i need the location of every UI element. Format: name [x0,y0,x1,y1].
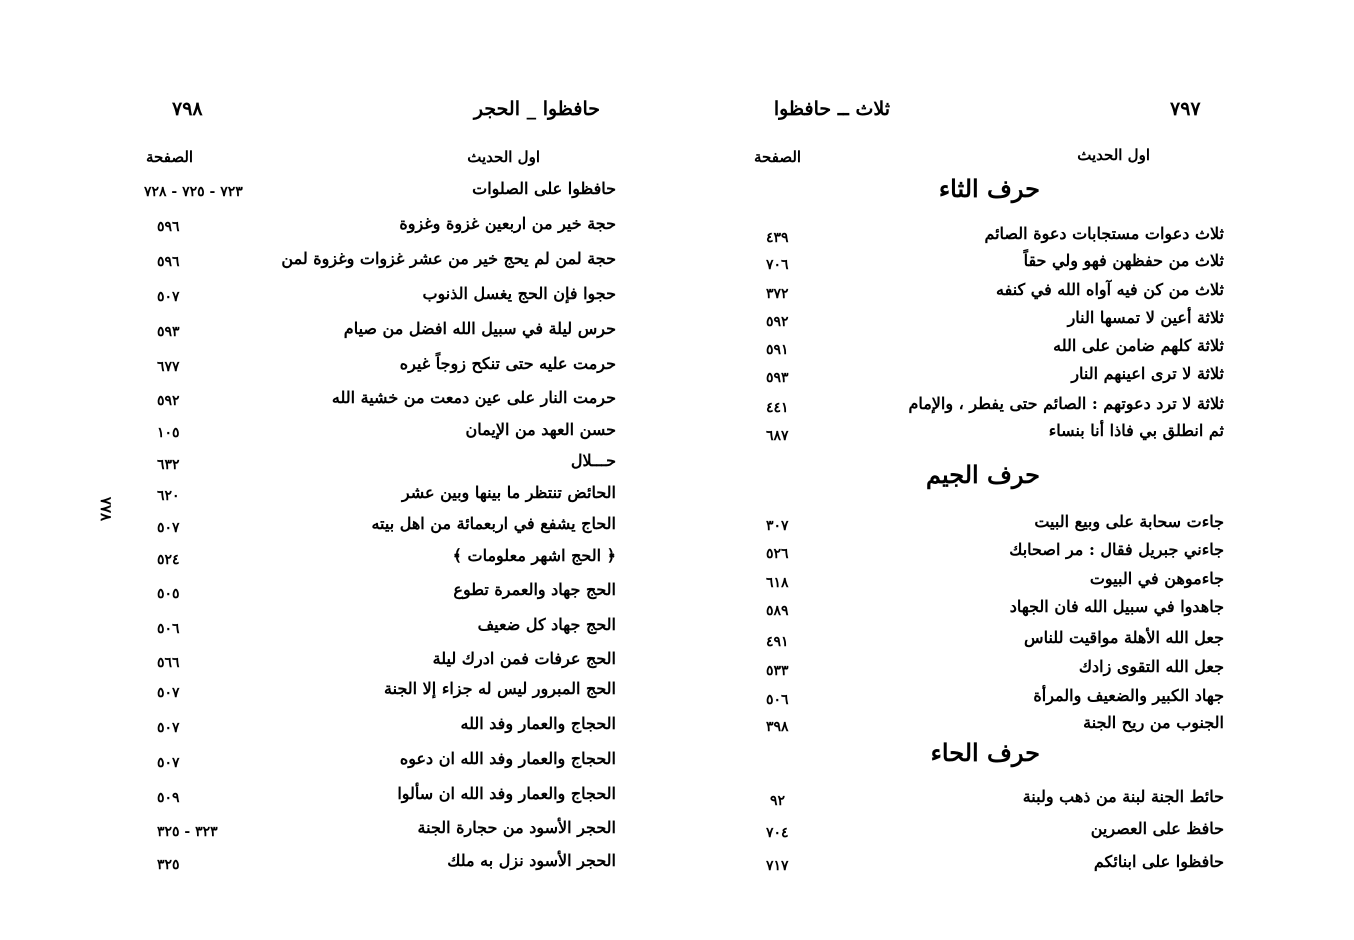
left-column-header-hadith: اول الحديث [467,148,540,166]
list-item-page: ٦٢٠ [157,488,180,504]
list-item: جاءت سحابة على وبيع البيت [1034,512,1224,531]
list-item: ثلاثة كلهم ضامن على الله [1053,336,1224,355]
list-item-page: ١٠٥ [157,425,180,441]
list-item-page: ٥٠٦ [766,692,789,708]
section-title-ha: حرف الحاء [930,738,1040,767]
list-item-page: ٥٠٧ [157,755,180,771]
list-item: حرمت النار على عين دمعت من خشية الله [331,388,616,407]
list-item-page: ٩٢ [770,793,786,809]
list-item-page: ٦١٨ [766,575,789,591]
list-item: الحجر الأسود من حجارة الجنة [417,818,616,837]
list-item: الحجاج والعمار وفد الله ان سألوا [397,784,616,803]
list-item-page: ٥٠٧ [157,720,180,736]
side-page-mark: ٧٧٨ [97,496,116,522]
list-item-page: ٥٩٢ [766,314,789,330]
list-item: ثلاثة لا ترد دعوتهم : الصائم حتى يفطر ، والإمام [908,394,1224,413]
list-item: الحجاج والعمار وفد الله ان دعوه [399,749,616,768]
list-item-page: ٥٠٥ [157,586,180,602]
list-item-page: ٥٩١ [766,342,789,358]
list-item-page: ٣٢٣ - ٣٢٥ [157,824,218,840]
list-item: الحج جهاد كل ضعيف [477,615,616,634]
list-item-page: ٣٢٥ [157,857,180,873]
list-item-page: ٥٠٧ [157,685,180,701]
list-item-page: ٥٩٦ [157,254,180,270]
list-item: ﴿ الحج اشهر معلومات ﴾ [452,546,616,565]
left-page-number: ٧٩٨ [172,98,203,120]
right-column-header-page: الصفحة [754,148,802,166]
list-item: حجة خير من اربعين غزوة وغزوة [399,214,616,233]
list-item-page: ٥٣٣ [766,663,789,679]
list-item: جاهدوا في سبيل الله فان الجهاد [1009,597,1224,616]
list-item-page: ٧٢٣ - ٧٢٥ - ٧٢٨ [144,184,243,200]
list-item: الحائض تنتظر ما بينها وبين عشر [401,483,616,502]
list-item: حسن العهد من الإيمان [465,420,616,439]
list-item: حجة لمن لم يحج خير من عشر غزوات وغزوة لمن [281,249,616,268]
list-item: الجنوب من ريح الجنة [1083,713,1224,732]
list-item: حجوا فإن الحج يغسل الذنوب [422,284,616,303]
right-page-number: ٧٩٧ [1170,98,1201,120]
list-item-page: ٥٠٩ [157,790,180,806]
list-item-page: ٦٨٧ [766,428,789,444]
list-item: ثلاثة لا ترى اعينهم النار [1071,364,1224,383]
list-item-page: ٤٩١ [766,634,789,650]
list-item: ثلاث من حفظهن فهو ولي حقاً [1023,251,1224,270]
list-item: ثلاثة أعين لا تمسها النار [1067,308,1224,327]
section-title-jim: حرف الجيم [926,460,1040,489]
list-item: الحجاج والعمار وفد الله [460,714,616,733]
list-item-page: ٧١٧ [766,858,789,874]
list-item-page: ٥٩٣ [157,324,180,340]
list-item: حرس ليلة في سبيل الله افضل من صيام [343,319,616,338]
list-item-page: ٥٩٦ [157,219,180,235]
list-item: ثم انطلق بي فاذا أنا بنساء [1048,421,1224,440]
list-item: الحج المبرور ليس له جزاء إلا الجنة [384,679,616,698]
list-item: الحج جهاد والعمرة تطوع [453,580,616,599]
list-item: حائط الجنة لبنة من ذهب ولبنة [1022,787,1224,806]
list-item-page: ٥٢٤ [157,552,180,568]
list-item-page: ٥٠٦ [157,621,180,637]
list-item-page: ٧٠٦ [766,257,789,273]
list-item-page: ٥٠٧ [157,520,180,536]
list-item: حـــلال [570,451,616,470]
right-column-header-hadith: اول الحديث [1077,146,1150,164]
list-item: جهاد الكبير والضعيف والمرأة [1033,686,1224,705]
left-page-header-title: حافظوا _ الحجر [473,98,600,120]
list-item-page: ٦٧٧ [157,359,180,375]
list-item-page: ٥٠٧ [157,289,180,305]
list-item-page: ٥٦٦ [157,655,180,671]
list-item: الحج عرفات فمن ادرك ليلة [432,649,616,668]
list-item-page: ٣٩٨ [766,719,789,735]
list-item-page: ٥٩٢ [157,393,180,409]
left-column-header-page: الصفحة [146,148,194,166]
list-item: حافظ على العصرين [1090,819,1224,838]
list-item-page: ٤٣٩ [766,230,789,246]
list-item: جعل الله الأهلة مواقيت للناس [1024,628,1224,647]
list-item: جاءني جبريل فقال : مر اصحابك [1009,540,1224,559]
right-page-header-title: ثلاث ــ حافظوا [773,98,890,120]
list-item: جاءموهن في البيوت [1089,569,1224,588]
list-item-page: ٧٠٤ [766,825,789,841]
list-item-page: ٥٨٩ [766,603,789,619]
list-item: جعل الله التقوى زادك [1078,657,1224,676]
section-title-tha: حرف الثاء [938,174,1040,203]
list-item: الحاج يشفع في اربعمائة من اهل بيته [371,514,616,533]
list-item: حافظوا على ابنائكم [1093,852,1224,871]
list-item: حرمت عليه حتى تنكح زوجاً غيره [399,354,616,373]
list-item: الحجر الأسود نزل به ملك [447,851,616,870]
list-item-page: ٣٠٧ [766,518,789,534]
list-item-page: ٦٣٢ [157,457,180,473]
list-item-page: ٥٢٦ [766,546,789,562]
list-item: ثلاث من كن فيه آواه الله في كنفه [996,280,1224,299]
list-item-page: ٤٤١ [766,400,789,416]
list-item-page: ٣٧٢ [766,286,789,302]
list-item-page: ٥٩٣ [766,370,789,386]
list-item: ثلاث دعوات مستجابات دعوة الصائم [984,224,1224,243]
list-item: حافظوا على الصلوات [472,179,616,198]
